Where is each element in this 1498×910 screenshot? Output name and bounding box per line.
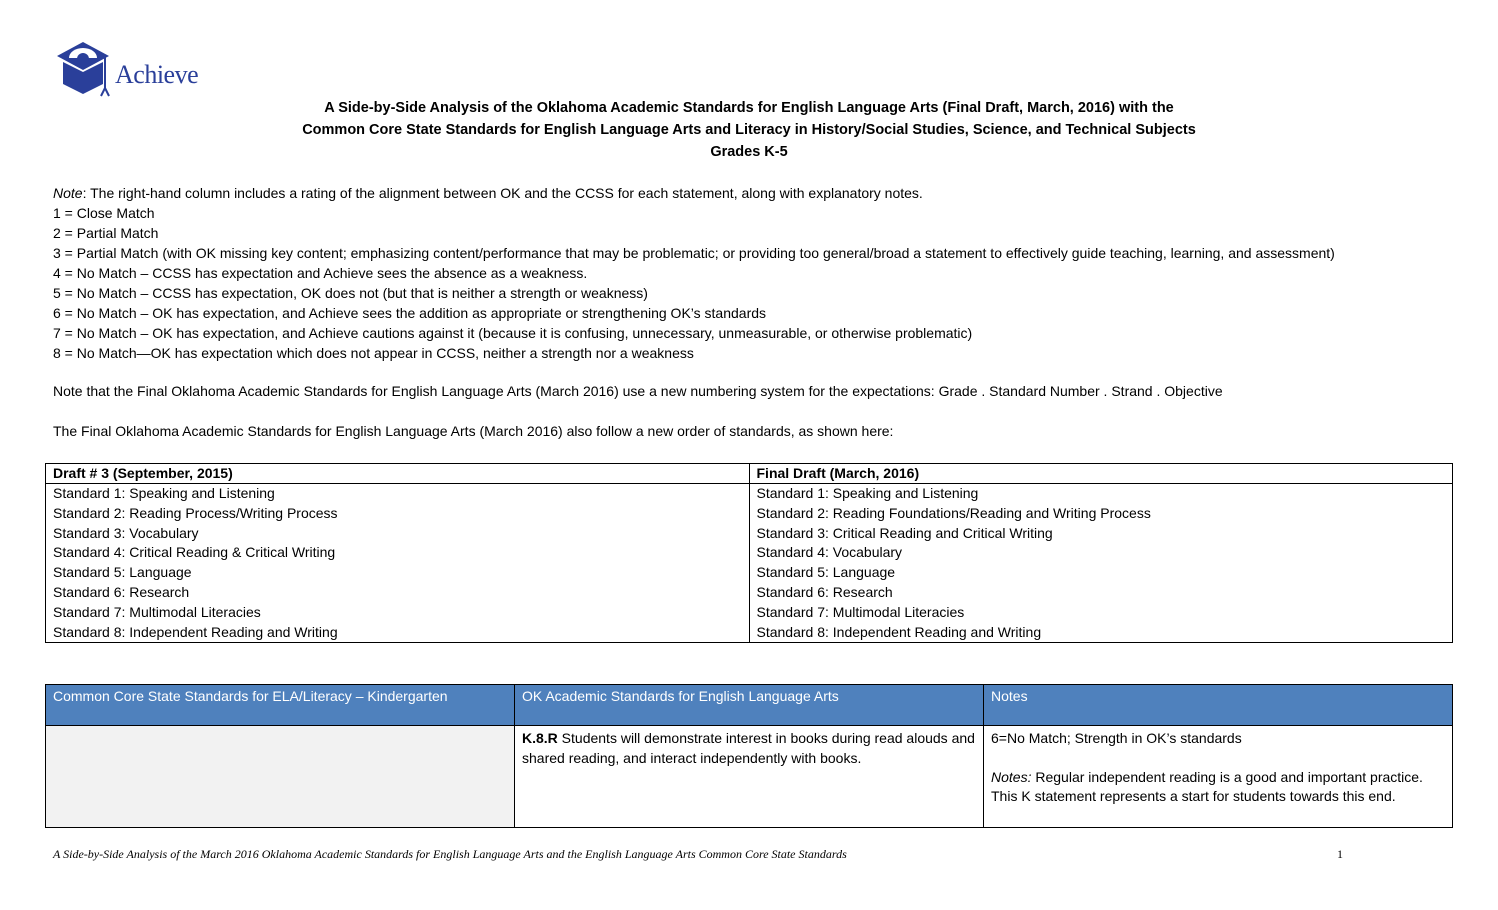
column-header: Final Draft (March, 2016) [749,464,1453,484]
table-cell: Standard 7: Multimodal Literacies [46,603,750,623]
notes-label: Notes: [991,768,1032,785]
achieve-logo [55,40,198,98]
note-intro [53,183,1335,203]
table-cell: Standard 4: Vocabulary [749,543,1453,563]
table-cell: Standard 8: Independent Reading and Writing [46,623,750,643]
notes-text [991,768,1445,807]
standard-code: K.8.R [522,730,558,746]
notes-cell [984,726,1453,828]
table-row [46,543,1453,563]
title-line: Common Core State Standards for English Language Arts and Literacy in History/Social Studies, Science, and Technical Subjects [302,122,1196,138]
rating-item: 6 = No Match – OK has expectation, and Achieve sees the addition as appropriate or strengthening OK’s standards [53,305,767,321]
table-cell: Standard 3: Vocabulary [46,524,750,544]
column-header: Common Core State Standards for ELA/Literacy – Kindergarten [46,685,515,726]
graduation-cap-icon [55,40,111,98]
table-cell: Standard 5: Language [749,563,1453,583]
document-title [0,97,1498,163]
table-cell: Standard 1: Speaking and Listening [46,484,750,504]
table-cell: Standard 2: Reading Foundations/Reading and Writing Process [749,504,1453,524]
rating-item: 2 = Partial Match [53,225,159,241]
rating-text: 6=No Match; Strength in OK’s standards [991,730,1242,746]
table-cell: Standard 1: Speaking and Listening [749,484,1453,504]
note-label: Note [53,185,83,201]
table-cell: Standard 6: Research [46,583,750,603]
table-row [46,524,1453,544]
column-header: Draft # 3 (September, 2015) [46,464,750,484]
table-row [46,504,1453,524]
table-row [46,623,1453,643]
table-row [46,583,1453,603]
ok-standard-cell [515,726,984,828]
title-line: Grades K-5 [710,144,788,160]
table-row [46,726,1453,828]
title-line: A Side-by-Side Analysis of the Oklahoma Academic Standards for English Language Arts (Final Draft, March, 2016) with the [324,100,1174,116]
page-number: 1 [1337,847,1343,861]
logo-text: Achieve [115,60,199,89]
rating-item: 4 = No Match – CCSS has expectation and Achieve sees the absence as a weakness. [53,265,588,281]
rating-item: 1 = Close Match [53,205,155,221]
table-row [46,603,1453,623]
rating-item: 7 = No Match – OK has expectation, and Achieve cautions against it (because it is confusing, unnecessary, unmeasurable, or otherwise problematic) [53,325,973,341]
table-row [46,563,1453,583]
column-header: OK Academic Standards for English Language Arts [515,685,984,726]
numbering-paragraph: Note that the Final Oklahoma Academic Standards for English Language Arts (March 2016) use a new numbering system for the expectations: Grade . Standard Number . Strand . Objective [53,383,1223,399]
rating-notes [53,183,1335,363]
note-text: : The right-hand column includes a rating of the alignment between OK and the CCSS for each statement, along with explanatory notes. [82,185,923,201]
table-cell: Standard 7: Multimodal Literacies [749,603,1453,623]
ccss-cell [46,726,515,828]
footer-text: A Side-by-Side Analysis of the March 2016 Oklahoma Academic Standards for English Language Arts and the English Language Arts Common Core State Standards [53,847,847,861]
standard-text: Students will demonstrate interest in books during read alouds and shared reading, and interact independently with books. [522,730,975,766]
rating-item: 5 = No Match – CCSS has expectation, OK does not (but that is neither a strength or weakness) [53,285,648,301]
column-header: Notes [984,685,1453,726]
rating-item: 3 = Partial Match (with OK missing key content; emphasizing content/performance that may be problematic; or providing too general/broad a statement to effectively guide teaching, learning, and assessment) [53,245,1335,261]
table-cell: Standard 5: Language [46,563,750,583]
notes-body: Regular independent reading is a good and important practice. This K statement represents a start for students towards this end. [991,768,1423,804]
table-cell: Standard 4: Critical Reading & Critical Writing [46,543,750,563]
standards-order-table [45,463,1453,643]
order-paragraph: The Final Oklahoma Academic Standards for English Language Arts (March 2016) also follow a new order of standards, as shown here: [53,423,894,439]
table-row [46,484,1453,504]
rating-item: 8 = No Match—OK has expectation which does not appear in CCSS, neither a strength nor a weakness [53,345,694,361]
table-cell: Standard 3: Critical Reading and Critical Writing [749,524,1453,544]
table-cell: Standard 6: Research [749,583,1453,603]
table-cell: Standard 8: Independent Reading and Writing [749,623,1453,643]
table-cell: Standard 2: Reading Process/Writing Process [46,504,750,524]
analysis-table [45,684,1453,828]
